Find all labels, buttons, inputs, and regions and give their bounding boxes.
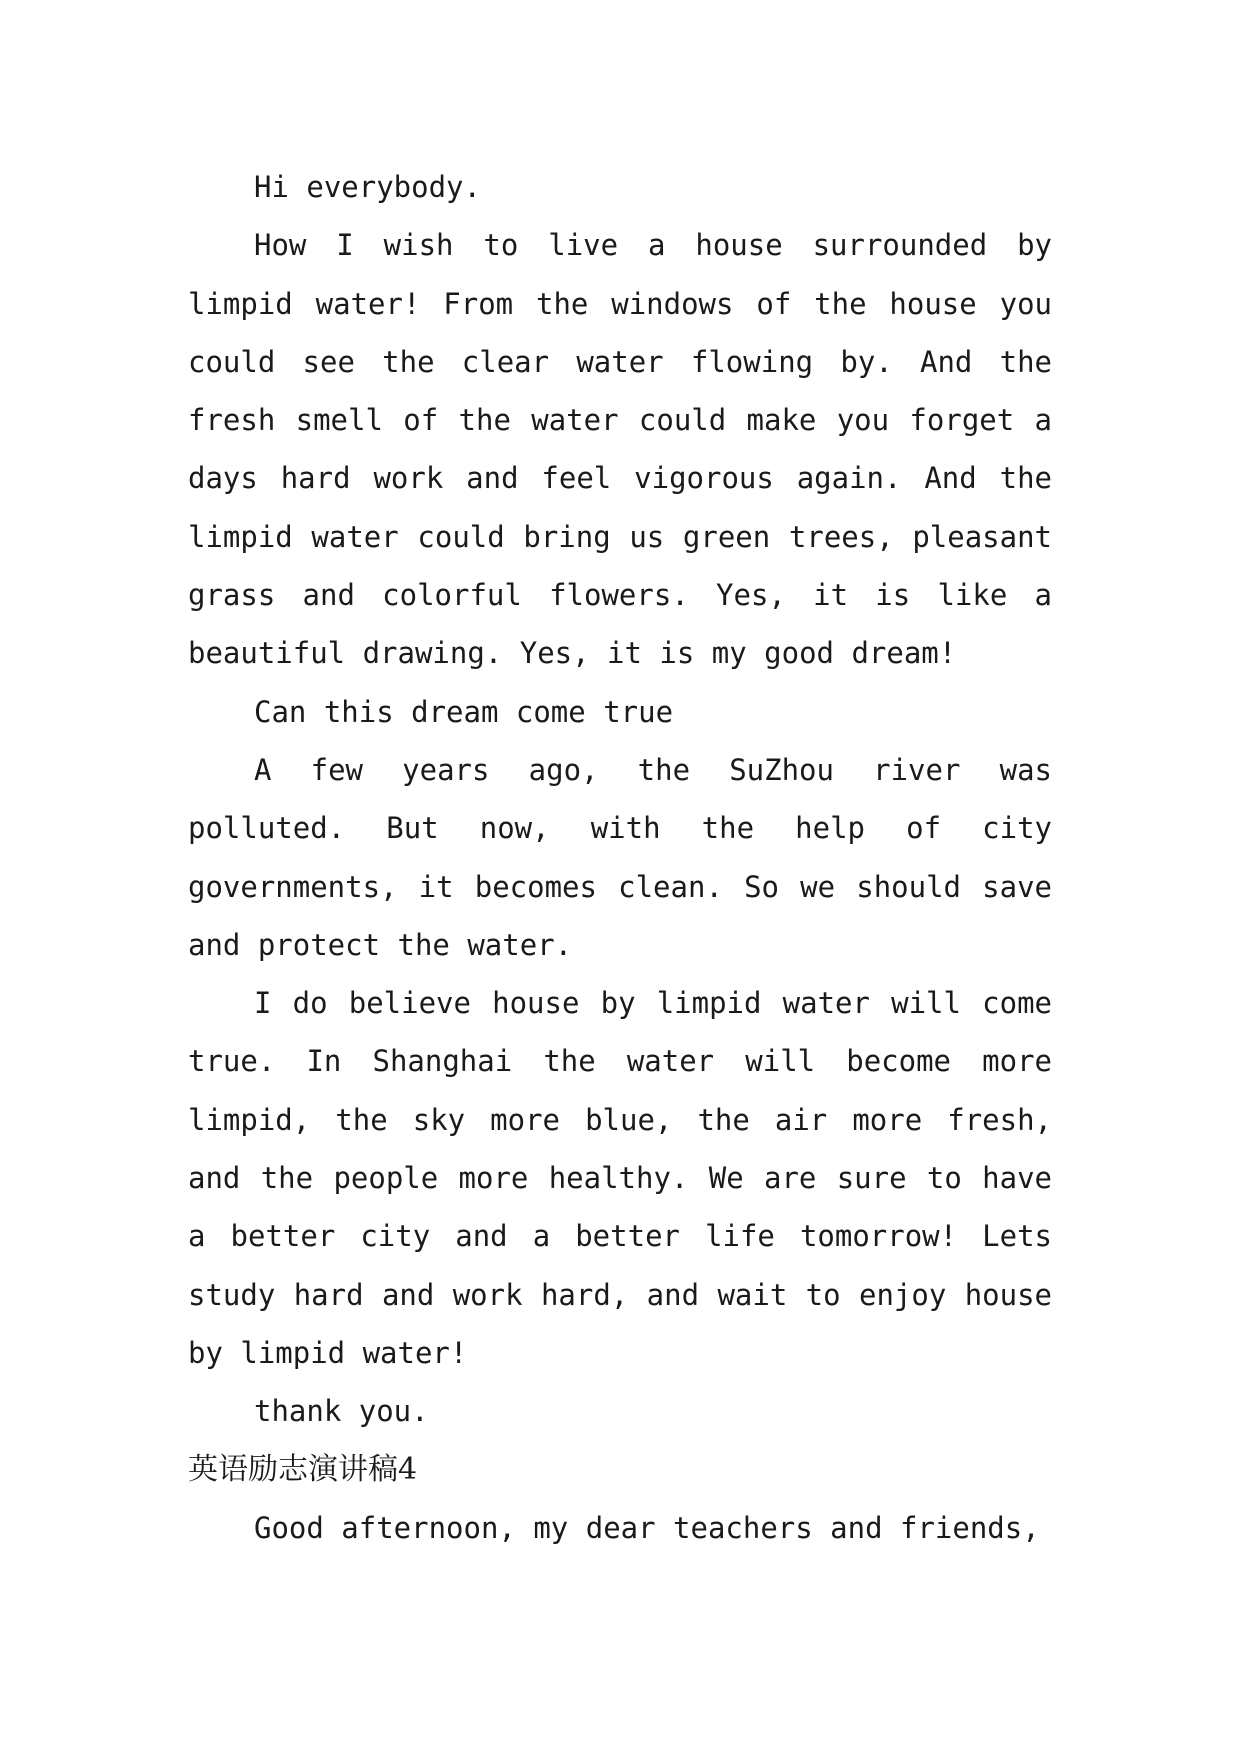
section-heading: 英语励志演讲稿4	[188, 1451, 418, 1487]
thanks-paragraph: thank you.	[254, 1394, 429, 1429]
greeting-paragraph: Hi everybody.	[254, 170, 481, 204]
question-paragraph: Can this dream come true	[254, 694, 674, 729]
document-body	[188, 158, 1052, 1557]
belief-paragraph: I do believe house by limpid water will come true. In Shanghai the water will become more limpid, the sky more blue, the air more fresh, and the people more healthy. We are sure to have a better city and a better life tomorrow! Lets study hard and work hard, and wait to enjoy house by limpid water!	[188, 986, 1052, 1370]
river-paragraph: A few years ago, the SuZhou river was polluted. But now, with the help of city governments, it becomes clean. So we should save and protect the water.	[188, 752, 1052, 962]
dream-paragraph: How I wish to live a house surrounded by limpid water! From the windows of the house you could see the clear water flowing by. And the fresh smell of the water could make you forget a days hard work and feel vigorous again. And the limpid water could bring us green trees, pleasant grass and colorful flowers. Yes, it is like a beautiful drawing. Yes, it is my good dream!	[188, 228, 1052, 671]
opening-paragraph: Good afternoon, my dear teachers and friends,	[254, 1510, 1040, 1545]
